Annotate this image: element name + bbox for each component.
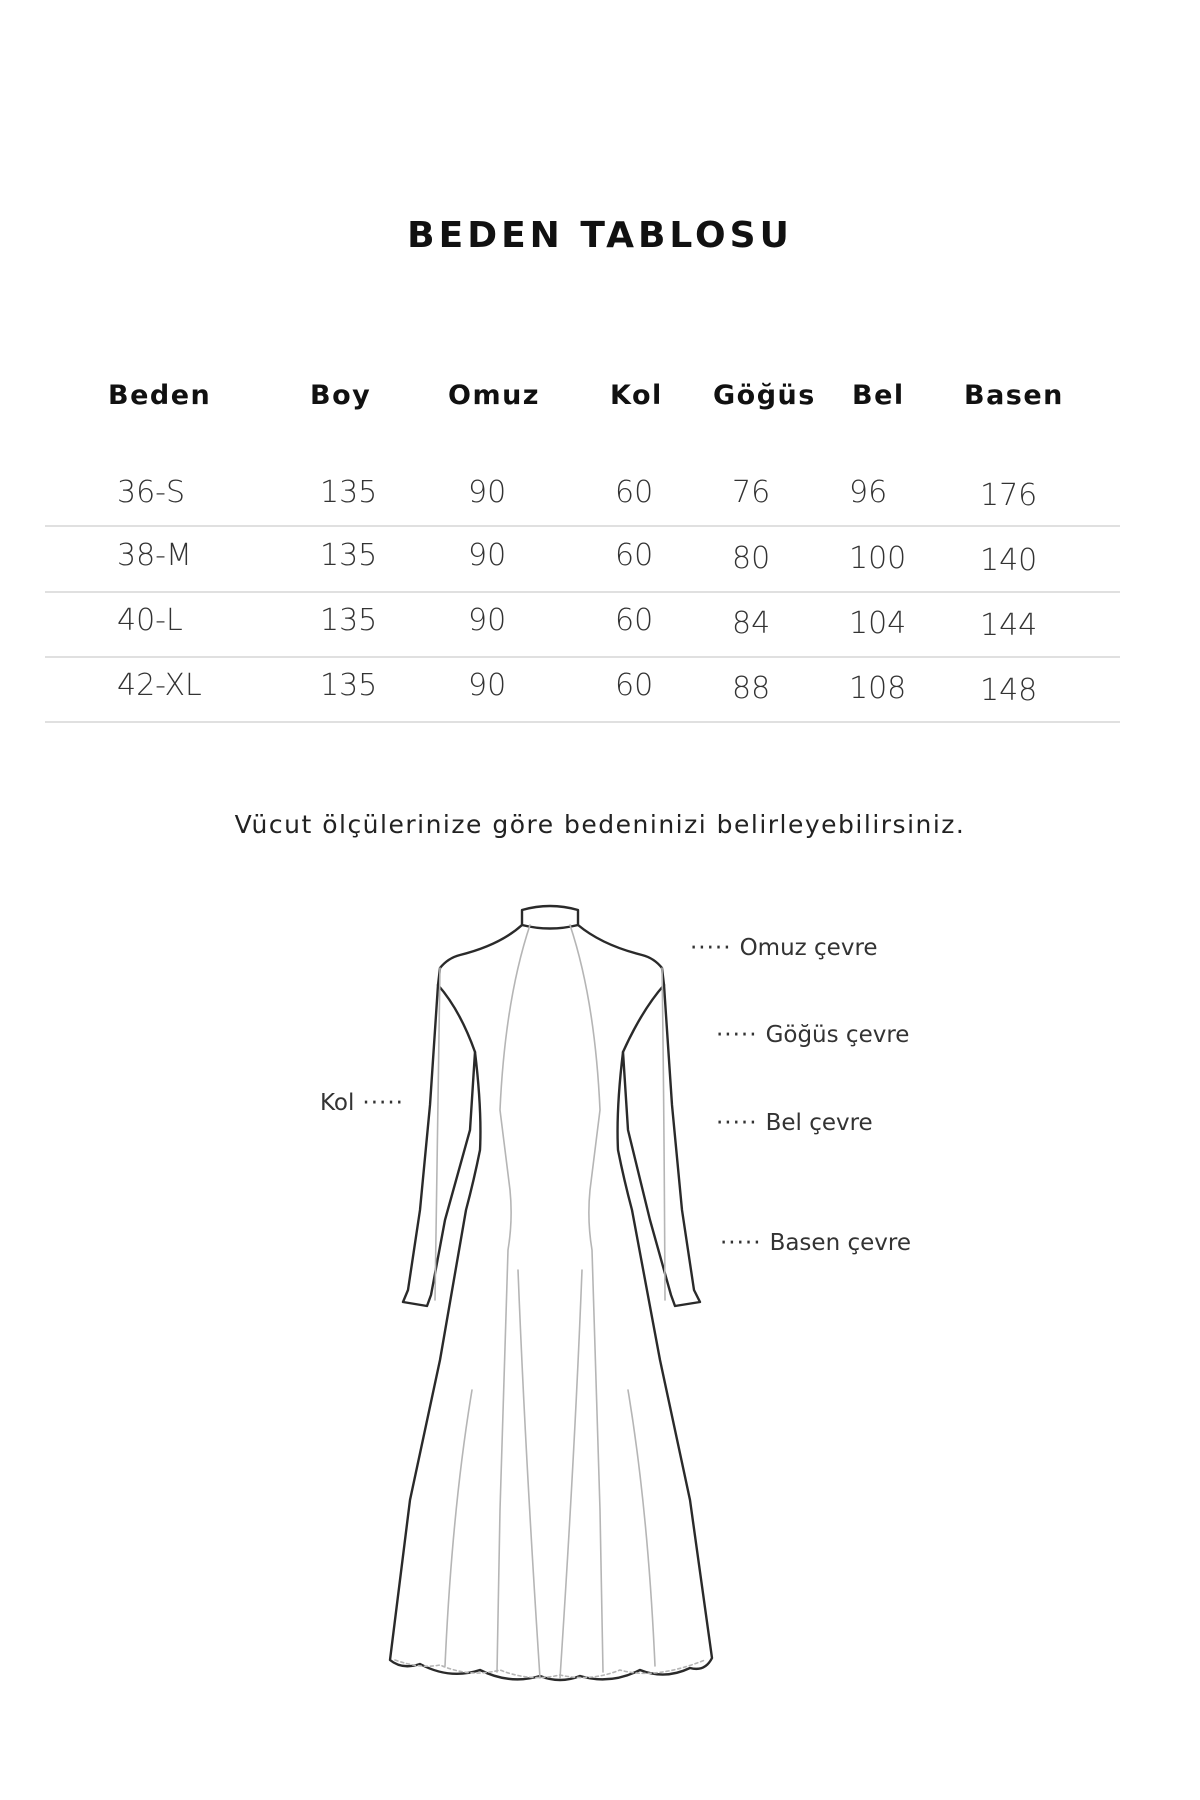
callout-kol: [320, 1090, 404, 1116]
cell-bel: 96: [849, 475, 888, 510]
cell-omuz: 90: [468, 603, 507, 638]
cell-kol: 60: [615, 603, 654, 638]
row-divider: [45, 656, 1120, 658]
cell-gogus: 80: [732, 541, 771, 576]
cell-basen: 148: [980, 673, 1038, 708]
cell-bel: 104: [849, 606, 907, 641]
size-note: Vücut ölçülerinize göre bedeninizi belirleyebilirsiniz.: [234, 810, 966, 839]
cell-boy: 135: [320, 475, 378, 510]
dress-illustration: [0, 890, 1200, 1710]
cell-basen: 140: [980, 543, 1038, 578]
cell-bel: 100: [849, 541, 907, 576]
cell-omuz: 90: [468, 668, 507, 703]
header-gogus: Göğüs: [713, 380, 816, 411]
cell-beden: 36-S: [117, 475, 186, 510]
row-divider: [45, 591, 1120, 593]
header-beden: Beden: [108, 380, 212, 411]
header-basen: Basen: [964, 380, 1064, 411]
callout-omuz: [690, 935, 878, 961]
label-gogus: Göğüs çevre: [765, 1022, 910, 1048]
header-kol: Kol: [610, 380, 663, 411]
table-row: [45, 668, 1120, 732]
cell-omuz: 90: [468, 538, 507, 573]
header-bel: Bel: [852, 380, 905, 411]
dress-diagram: [0, 890, 1200, 1710]
label-kol: Kol: [320, 1090, 355, 1116]
cell-kol: 60: [615, 668, 654, 703]
callout-gogus: [716, 1022, 909, 1048]
cell-kol: 60: [615, 475, 654, 510]
table-row: [45, 538, 1120, 602]
cell-beden: 38-M: [117, 538, 192, 573]
cell-boy: 135: [320, 668, 378, 703]
cell-beden: 42-XL: [117, 668, 202, 703]
dotted-leader: ·····: [362, 1090, 404, 1116]
label-bel: Bel çevre: [765, 1110, 873, 1136]
cell-basen: 176: [980, 478, 1038, 513]
label-omuz: Omuz çevre: [739, 935, 878, 961]
row-divider: [45, 525, 1120, 527]
cell-kol: 60: [615, 538, 654, 573]
cell-bel: 108: [849, 671, 907, 706]
cell-boy: 135: [320, 603, 378, 638]
cell-omuz: 90: [468, 475, 507, 510]
cell-basen: 144: [980, 608, 1038, 643]
dotted-leader: ·····: [720, 1230, 762, 1256]
cell-gogus: 88: [732, 671, 771, 706]
callout-bel: [716, 1110, 873, 1136]
cell-gogus: 84: [732, 606, 771, 641]
cell-beden: 40-L: [117, 603, 183, 638]
row-divider: [45, 721, 1120, 723]
header-omuz: Omuz: [448, 380, 541, 411]
table-row: [45, 603, 1120, 667]
page-title: BEDEN TABLOSU: [407, 215, 793, 256]
callout-basen: [720, 1230, 911, 1256]
dotted-leader: ·····: [716, 1022, 758, 1048]
table-row: [45, 475, 1120, 539]
dotted-leader: ·····: [716, 1110, 758, 1136]
cell-gogus: 76: [732, 475, 771, 510]
cell-boy: 135: [320, 538, 378, 573]
dotted-leader: ·····: [690, 935, 732, 961]
header-boy: Boy: [310, 380, 372, 411]
label-basen: Basen çevre: [769, 1230, 911, 1256]
